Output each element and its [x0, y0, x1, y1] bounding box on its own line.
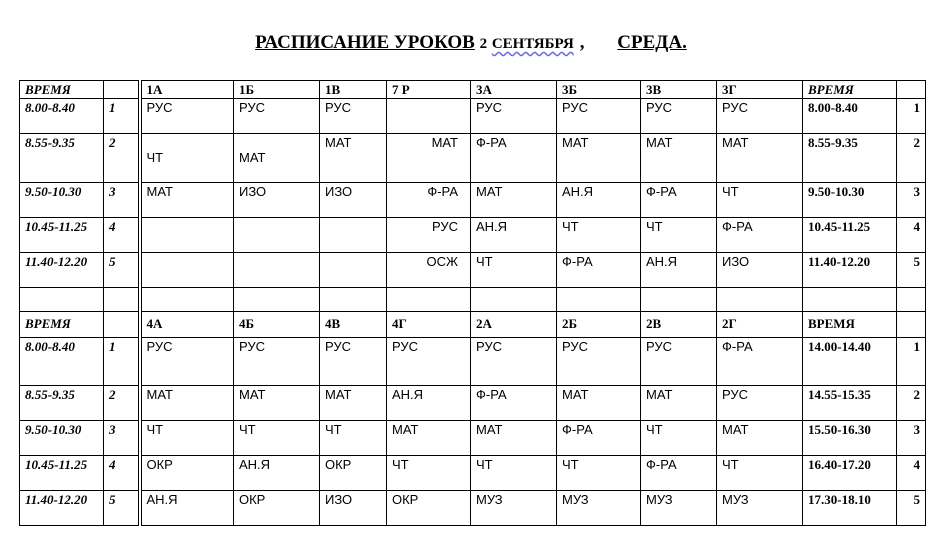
lesson-cell: ЧТ	[140, 134, 234, 183]
lesson-cell: АН.Я	[471, 218, 557, 253]
header-class-2a: 2А	[471, 312, 557, 338]
lesson-cell: ОКР	[140, 456, 234, 491]
lesson-cell: ЧТ	[471, 253, 557, 288]
lesson-cell: РУС	[557, 338, 641, 386]
lesson-cell: Ф-РА	[471, 134, 557, 183]
header-class-1b: 1Б	[234, 81, 320, 99]
lesson-cell: ЧТ	[234, 421, 320, 456]
lesson-cell: РУС	[234, 338, 320, 386]
table-row	[20, 253, 926, 288]
time-cell-right: 10.45-11.25	[803, 218, 897, 253]
lesson-cell: МАТ	[387, 421, 471, 456]
header-class-3v: 3В	[641, 81, 717, 99]
lesson-cell: РУС	[320, 338, 387, 386]
header-time-right: ВРЕМЯ	[803, 312, 897, 338]
lesson-cell: МАТ	[140, 183, 234, 218]
lesson-cell: МАТ	[387, 134, 471, 183]
lesson-cell: ЧТ	[320, 421, 387, 456]
title-comma: ,	[579, 32, 585, 53]
lesson-cell: ИЗО	[320, 183, 387, 218]
time-cell-right: 16.40-17.20	[803, 456, 897, 491]
lesson-cell	[320, 218, 387, 253]
lesson-cell: ЧТ	[557, 218, 641, 253]
lesson-cell	[234, 218, 320, 253]
lesson-number-right: 2	[897, 386, 926, 421]
time-cell-right: 17.30-18.10	[803, 491, 897, 526]
lesson-number: 2	[104, 386, 140, 421]
time-cell: 11.40-12.20	[20, 253, 104, 288]
lesson-cell: ЧТ	[717, 456, 803, 491]
header-class-2b: 2Б	[557, 312, 641, 338]
lesson-number: 5	[104, 253, 140, 288]
lesson-cell: ОКР	[320, 456, 387, 491]
lesson-cell	[140, 218, 234, 253]
lesson-cell: МАТ	[471, 421, 557, 456]
lesson-cell: ИЗО	[717, 253, 803, 288]
lesson-cell: МУЗ	[641, 491, 717, 526]
lesson-number: 1	[104, 338, 140, 386]
lesson-cell: ИЗО	[234, 183, 320, 218]
lesson-cell: РУС	[471, 99, 557, 134]
header-class-4v: 4В	[320, 312, 387, 338]
header-time-right: ВРЕМЯ	[803, 81, 897, 99]
header-time: ВРЕМЯ	[20, 81, 104, 99]
schedule-table	[19, 80, 926, 526]
lesson-number-right: 1	[897, 338, 926, 386]
lesson-cell: РУС	[471, 338, 557, 386]
lesson-cell: МАТ	[641, 386, 717, 421]
lesson-cell: МАТ	[717, 134, 803, 183]
header-class-4g: 4Г	[387, 312, 471, 338]
header-class-3a: 3А	[471, 81, 557, 99]
lesson-cell: Ф-РА	[641, 456, 717, 491]
spacer-row	[20, 288, 926, 312]
lesson-cell: РУС	[234, 99, 320, 134]
lesson-cell: Ф-РА	[387, 183, 471, 218]
header-num	[104, 312, 140, 338]
table-row	[20, 99, 926, 134]
header-class-2v: 2В	[641, 312, 717, 338]
lesson-cell: Ф-РА	[717, 218, 803, 253]
header-class-2g: 2Г	[717, 312, 803, 338]
lesson-cell: ЧТ	[471, 456, 557, 491]
lesson-cell: РУС	[140, 338, 234, 386]
time-cell-right: 9.50-10.30	[803, 183, 897, 218]
lesson-cell: МАТ	[320, 134, 387, 183]
lesson-number-right: 2	[897, 134, 926, 183]
lesson-cell: АН.Я	[641, 253, 717, 288]
table-row	[20, 218, 926, 253]
header-time: ВРЕМЯ	[20, 312, 104, 338]
time-cell: 10.45-11.25	[20, 218, 104, 253]
table-row	[20, 386, 926, 421]
lesson-number-right: 1	[897, 99, 926, 134]
lesson-cell: РУС	[641, 338, 717, 386]
lesson-cell: АН.Я	[140, 491, 234, 526]
lesson-cell: МАТ	[641, 134, 717, 183]
header-class-4a: 4А	[140, 312, 234, 338]
lesson-cell: Ф-РА	[717, 338, 803, 386]
title-text: РАСПИСАНИЕ УРОКОВ	[255, 32, 475, 53]
lesson-cell: АН.Я	[557, 183, 641, 218]
lesson-cell: МАТ	[140, 386, 234, 421]
time-cell: 8.55-9.35	[20, 134, 104, 183]
time-cell: 9.50-10.30	[20, 421, 104, 456]
table-row	[20, 456, 926, 491]
lesson-cell: АН.Я	[387, 386, 471, 421]
lesson-cell: ОКР	[387, 491, 471, 526]
lesson-cell: ЧТ	[387, 456, 471, 491]
lesson-cell: РУС	[140, 99, 234, 134]
header-class-4b: 4Б	[234, 312, 320, 338]
title-day-number: 2	[479, 36, 488, 52]
page-title	[0, 32, 942, 54]
lesson-cell: РУС	[641, 99, 717, 134]
table-row	[20, 183, 926, 218]
lesson-number-right: 4	[897, 456, 926, 491]
lesson-cell: МУЗ	[471, 491, 557, 526]
block2-header-row	[20, 312, 926, 338]
lesson-number: 2	[104, 134, 140, 183]
header-class-1a: 1А	[140, 81, 234, 99]
lesson-number: 3	[104, 183, 140, 218]
lesson-cell	[320, 253, 387, 288]
lesson-cell: РУС	[387, 218, 471, 253]
time-cell: 8.00-8.40	[20, 99, 104, 134]
table-row	[20, 421, 926, 456]
lesson-number-right: 4	[897, 218, 926, 253]
header-class-7r: 7 Р	[387, 81, 471, 99]
header-class-3b: 3Б	[557, 81, 641, 99]
lesson-number-right: 5	[897, 491, 926, 526]
lesson-number-right: 3	[897, 183, 926, 218]
lesson-cell: МАТ	[557, 134, 641, 183]
time-cell: 10.45-11.25	[20, 456, 104, 491]
time-cell-right: 11.40-12.20	[803, 253, 897, 288]
block1-header-row	[20, 81, 926, 99]
time-cell: 9.50-10.30	[20, 183, 104, 218]
table-row	[20, 134, 926, 183]
lesson-cell: МУЗ	[717, 491, 803, 526]
lesson-cell: МАТ	[320, 386, 387, 421]
lesson-cell: РУС	[717, 99, 803, 134]
time-cell: 11.40-12.20	[20, 491, 104, 526]
time-cell-right: 14.55-15.35	[803, 386, 897, 421]
table-row	[20, 338, 926, 386]
lesson-cell: АН.Я	[234, 456, 320, 491]
lesson-cell: ОСЖ	[387, 253, 471, 288]
lesson-number: 3	[104, 421, 140, 456]
lesson-cell: Ф-РА	[471, 386, 557, 421]
lesson-cell	[140, 253, 234, 288]
header-num-right	[897, 81, 926, 99]
lesson-cell: МАТ	[557, 386, 641, 421]
lesson-cell: РУС	[557, 99, 641, 134]
lesson-cell: ИЗО	[320, 491, 387, 526]
lesson-cell: РУС	[717, 386, 803, 421]
lesson-number: 4	[104, 456, 140, 491]
time-cell-right: 8.00-8.40	[803, 99, 897, 134]
lesson-cell: ОКР	[234, 491, 320, 526]
lesson-cell: МУЗ	[557, 491, 641, 526]
lesson-cell: МАТ	[471, 183, 557, 218]
lesson-number: 1	[104, 99, 140, 134]
header-num	[104, 81, 140, 99]
lesson-number: 5	[104, 491, 140, 526]
time-cell-right: 14.00-14.40	[803, 338, 897, 386]
lesson-cell: Ф-РА	[557, 421, 641, 456]
lesson-cell: МАТ	[234, 134, 320, 183]
table-row	[20, 491, 926, 526]
lesson-cell: МАТ	[717, 421, 803, 456]
title-weekday: СРЕДА.	[617, 32, 687, 53]
lesson-cell: ЧТ	[717, 183, 803, 218]
lesson-cell: Ф-РА	[557, 253, 641, 288]
lesson-number: 4	[104, 218, 140, 253]
lesson-cell: РУС	[320, 99, 387, 134]
lesson-cell: МАТ	[234, 386, 320, 421]
header-class-1v: 1В	[320, 81, 387, 99]
lesson-cell	[234, 253, 320, 288]
header-class-3g: 3Г	[717, 81, 803, 99]
time-cell-right: 15.50-16.30	[803, 421, 897, 456]
lesson-cell: ЧТ	[641, 218, 717, 253]
lesson-cell: ЧТ	[641, 421, 717, 456]
lesson-cell	[387, 99, 471, 134]
lesson-cell: ЧТ	[140, 421, 234, 456]
header-num-right	[897, 312, 926, 338]
lesson-cell: Ф-РА	[641, 183, 717, 218]
title-month: СЕНТЯБРЯ	[491, 36, 574, 52]
time-cell: 8.55-9.35	[20, 386, 104, 421]
lesson-cell: ЧТ	[557, 456, 641, 491]
lesson-number-right: 3	[897, 421, 926, 456]
lesson-number-right: 5	[897, 253, 926, 288]
lesson-cell: РУС	[387, 338, 471, 386]
time-cell-right: 8.55-9.35	[803, 134, 897, 183]
time-cell: 8.00-8.40	[20, 338, 104, 386]
